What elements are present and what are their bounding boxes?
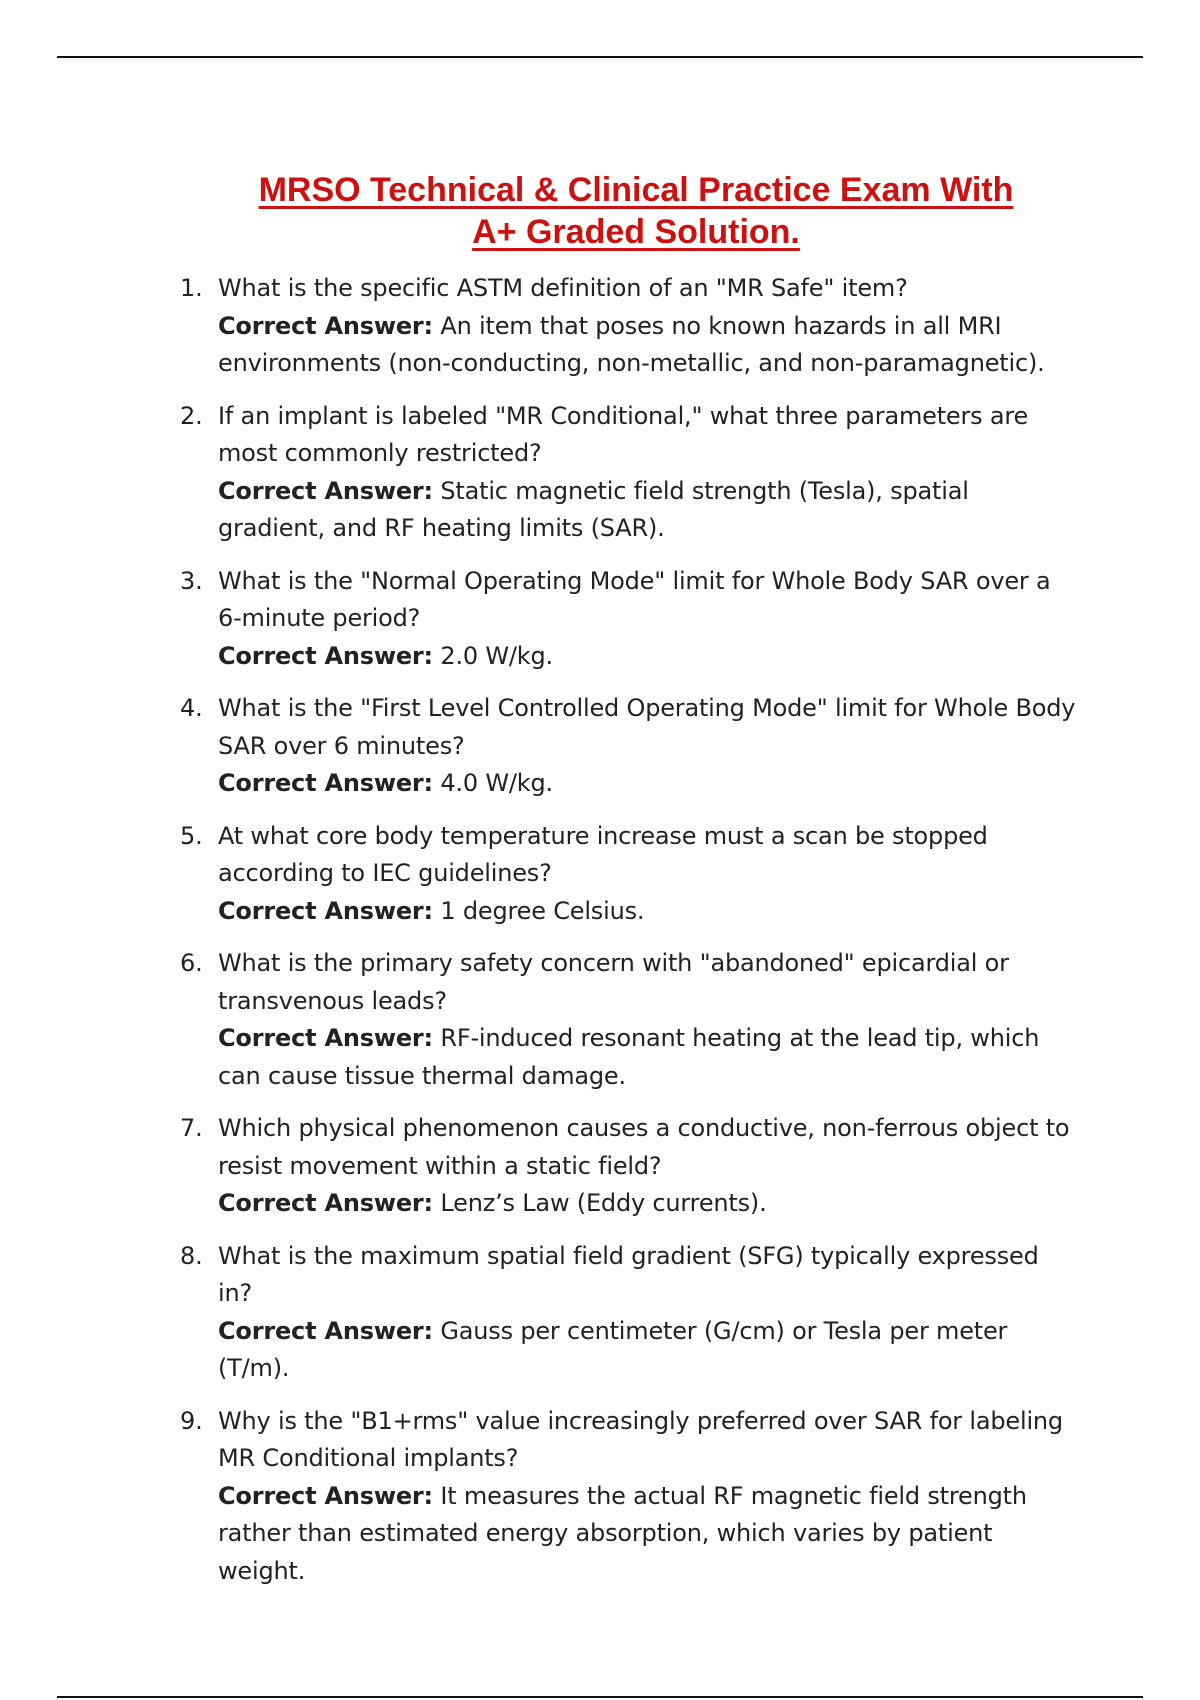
question-number: 9. <box>180 1406 203 1435</box>
question-item <box>176 945 1076 1095</box>
question-text: Why is the "B1+rms" value increasingly preferred over SAR for labeling MR Conditional implants? <box>218 1406 1063 1472</box>
answer-text: 2.0 W/kg. <box>440 641 553 670</box>
answer-line <box>218 1185 1076 1223</box>
question-text: What is the maximum spatial field gradient (SFG) typically expressed in? <box>218 1241 1039 1307</box>
answer-text: Lenz’s Law (Eddy currents). <box>440 1189 767 1217</box>
question-number: 4. <box>180 694 203 722</box>
answer-label: Correct Answer: <box>218 1024 433 1052</box>
answer-text: An item that poses no known hazards in all MRI environments (non-conducting, non-metallic, and non-paramagnetic). <box>218 311 1045 377</box>
question-text: What is the specific ASTM definition of an "MR Safe" item? <box>218 274 908 302</box>
answer-line <box>218 1313 1076 1388</box>
answer-label: Correct Answer: <box>218 476 433 505</box>
question-text: What is the primary safety concern with "abandoned" epicardial or transvenous leads? <box>218 949 1009 1015</box>
answer-line <box>218 765 1076 803</box>
answer-label: Correct Answer: <box>218 641 433 670</box>
answer-line <box>218 638 1076 676</box>
question-item <box>176 398 1076 548</box>
answer-label: Correct Answer: <box>218 311 433 340</box>
answer-label: Correct Answer: <box>218 769 433 797</box>
answer-text: Static magnetic field strength (Tesla), spatial gradient, and RF heating limits (SAR). <box>218 476 969 542</box>
answer-label: Correct Answer: <box>218 1189 433 1217</box>
question-number: 7. <box>180 1114 203 1142</box>
question-item <box>176 690 1076 803</box>
answer-text: Gauss per centimeter (G/cm) or Tesla per meter (T/m). <box>218 1316 1008 1382</box>
question-item <box>176 818 1076 931</box>
answer-text: It measures the actual RF magnetic field strength rather than estimated energy absorption, which varies by patient weight. <box>218 1481 1027 1585</box>
question-text: If an implant is labeled "MR Conditional," what three parameters are most commonly restricted? <box>218 401 1029 467</box>
question-number: 8. <box>180 1241 203 1270</box>
answer-line <box>218 473 1076 548</box>
question-item <box>176 1110 1076 1223</box>
header-rule <box>57 56 1143 58</box>
answer-line <box>218 893 1076 931</box>
answer-text: 4.0 W/kg. <box>440 769 553 797</box>
title-line-2: A+ Graded Solution. <box>472 212 800 251</box>
question-list <box>176 270 1076 1605</box>
question-number: 6. <box>180 949 203 977</box>
question-number: 2. <box>180 401 203 430</box>
question-number: 5. <box>180 821 203 850</box>
question-item <box>176 1403 1076 1591</box>
answer-text: 1 degree Celsius. <box>440 896 645 925</box>
answer-label: Correct Answer: <box>218 1316 433 1345</box>
question-number: 3. <box>180 566 203 595</box>
answer-label: Correct Answer: <box>218 896 433 925</box>
answer-line <box>218 1020 1076 1095</box>
question-number: 1. <box>180 274 203 302</box>
question-text: At what core body temperature increase must a scan be stopped according to IEC guidelines? <box>218 821 988 887</box>
question-item <box>176 270 1076 383</box>
question-item <box>176 563 1076 676</box>
question-text: Which physical phenomenon causes a conductive, non-ferrous object to resist movement within a static field? <box>218 1114 1070 1180</box>
answer-label: Correct Answer: <box>218 1481 433 1510</box>
answer-line <box>218 308 1076 383</box>
question-item <box>176 1238 1076 1388</box>
title-line-1: MRSO Technical & Clinical Practice Exam With <box>258 170 1014 209</box>
question-text: What is the "First Level Controlled Operating Mode" limit for Whole Body SAR over 6 minutes? <box>218 694 1076 760</box>
footer-rule <box>57 1696 1143 1698</box>
answer-line <box>218 1478 1076 1591</box>
answer-text: RF-induced resonant heating at the lead tip, which can cause tissue thermal damage. <box>218 1024 1040 1090</box>
question-text: What is the "Normal Operating Mode" limit for Whole Body SAR over a 6-minute period? <box>218 566 1051 632</box>
document-title <box>120 169 1152 253</box>
